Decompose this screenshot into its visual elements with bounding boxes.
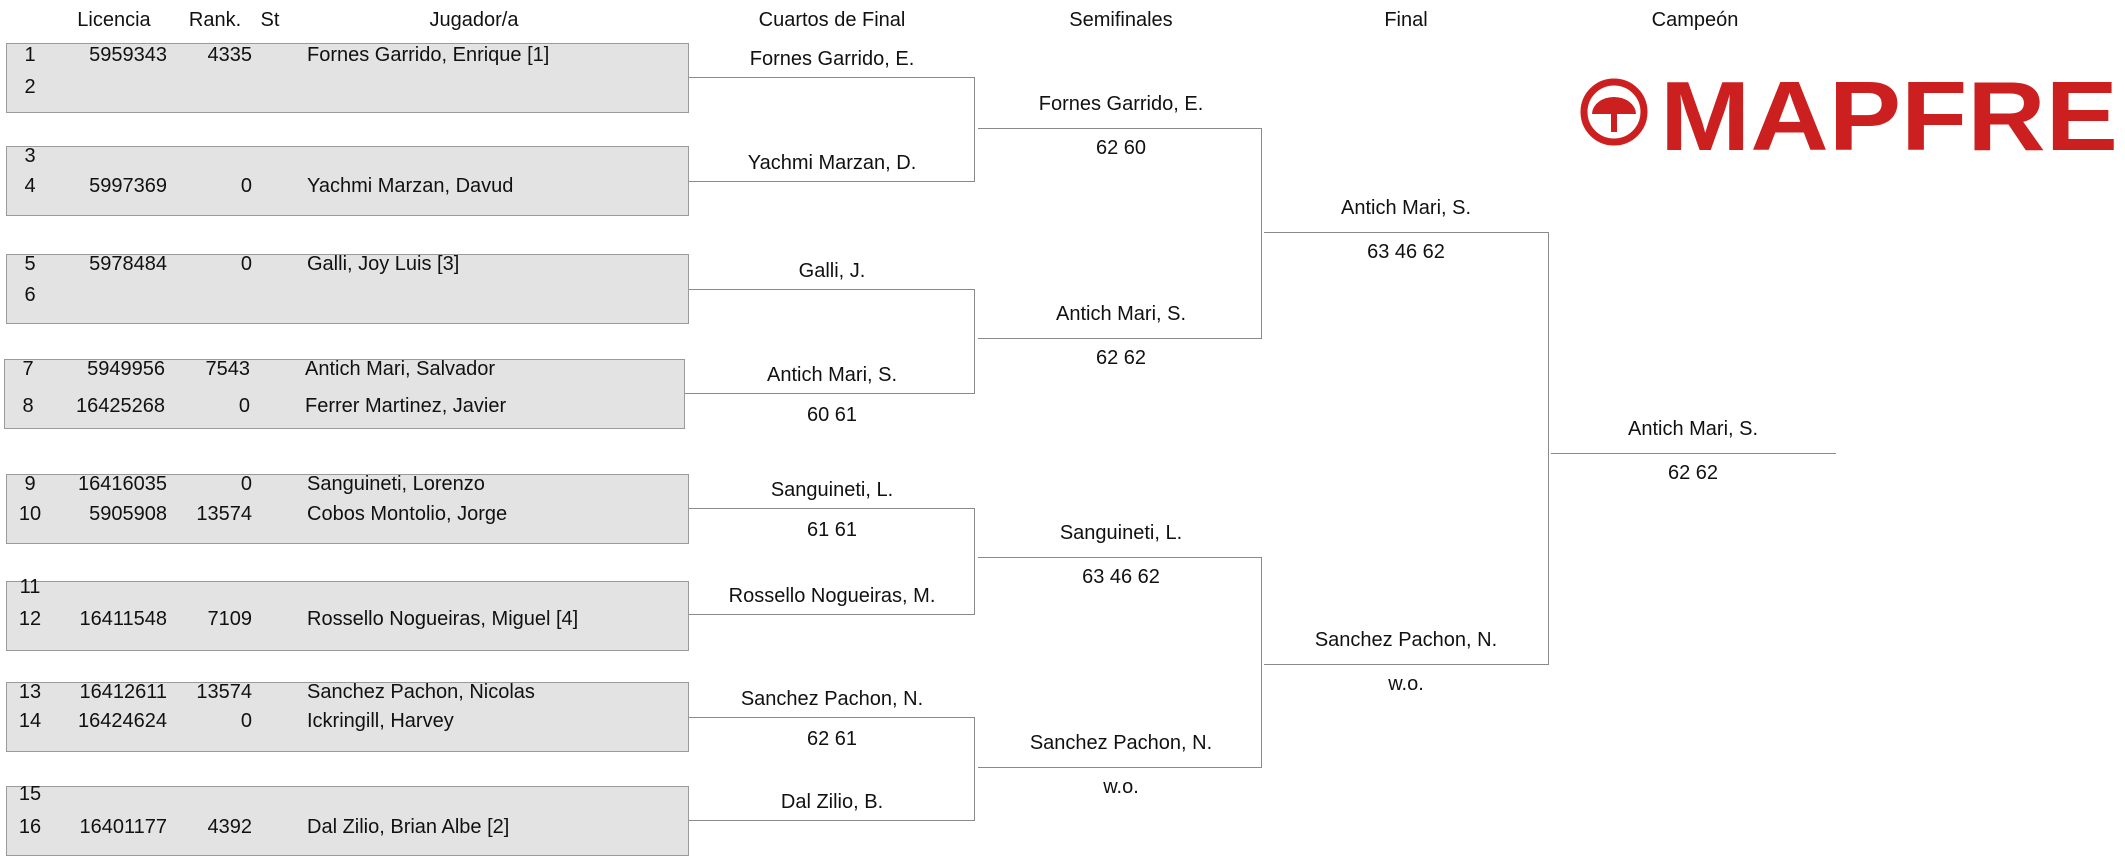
- bracket-line: [974, 508, 975, 614]
- bracket-line: [974, 77, 975, 181]
- player-rank: 0: [238, 395, 250, 417]
- player-name: Ickringill, Harvey: [307, 710, 454, 732]
- header-licencia: Licencia: [77, 9, 151, 31]
- final-winner: Antich Mari, S.: [1340, 197, 1472, 219]
- player-rank: 13574: [196, 503, 252, 525]
- player-number: 13: [18, 681, 42, 703]
- bracket-line: [1548, 232, 1549, 664]
- semifinal-score: 62 62: [1095, 347, 1147, 369]
- player-number: 7: [22, 358, 34, 380]
- player-rank: 0: [240, 473, 252, 495]
- player-number: 2: [24, 76, 36, 98]
- mapfre-logo: [1578, 62, 2123, 162]
- semifinal-winner: Antich Mari, S.: [1055, 303, 1187, 325]
- player-number: 12: [18, 608, 42, 630]
- player-number: 8: [22, 395, 34, 417]
- match-box: [6, 682, 689, 752]
- player-licencia: 5997369: [89, 175, 167, 197]
- match-box: [6, 783, 689, 856]
- player-rank: 7543: [205, 358, 250, 380]
- bracket-line: [1261, 557, 1262, 767]
- player-name: Antich Mari, Salvador: [305, 358, 496, 380]
- player-licencia: 5905908: [89, 503, 167, 525]
- bracket-line: [689, 289, 975, 290]
- player-rank: 7109: [207, 608, 252, 630]
- header-jugador: Jugador/a: [429, 9, 519, 31]
- player-name: Yachmi Marzan, Davud: [307, 175, 514, 197]
- semifinal-winner: Fornes Garrido, E.: [1038, 93, 1204, 115]
- bracket-line: [689, 717, 975, 718]
- quarterfinal-winner: Rossello Nogueiras, M.: [728, 585, 936, 607]
- player-name: Fornes Garrido, Enrique [1]: [307, 44, 550, 66]
- match-box: [6, 146, 689, 216]
- player-licencia: 5949956: [87, 358, 165, 380]
- player-licencia: 16412611: [79, 681, 167, 703]
- quarterfinal-score: 60 61: [806, 404, 858, 426]
- match-box: [6, 43, 689, 113]
- semifinal-score: 63 46 62: [1082, 566, 1160, 588]
- bracket-line: [689, 181, 975, 182]
- player-number: 11: [19, 576, 41, 598]
- header-campeon: Campeón: [1651, 9, 1739, 31]
- bracket-line: [685, 393, 975, 394]
- player-number: 4: [24, 175, 36, 197]
- quarterfinal-winner: Sanguineti, L.: [770, 479, 894, 501]
- player-licencia: 16424624: [78, 710, 167, 732]
- player-number: 16: [18, 816, 42, 838]
- player-name: Ferrer Martinez, Javier: [305, 395, 507, 417]
- bracket-line: [1551, 453, 1836, 454]
- quarterfinal-winner: Fornes Garrido, E.: [749, 48, 915, 70]
- player-name: Sanchez Pachon, Nicolas: [307, 681, 535, 703]
- quarterfinal-winner: Dal Zilio, B.: [780, 791, 884, 813]
- header-cuartos: Cuartos de Final: [758, 9, 906, 31]
- final-score: 63 46 62: [1367, 241, 1445, 263]
- player-licencia: 16401177: [79, 816, 167, 838]
- champion-name: Antich Mari, S.: [1627, 418, 1759, 440]
- bracket-line: [978, 767, 1262, 768]
- match-box: [4, 359, 685, 429]
- match-box: [6, 254, 689, 324]
- player-number: 14: [18, 710, 42, 732]
- player-rank: 0: [240, 710, 252, 732]
- player-number: 1: [24, 44, 36, 66]
- logo-text: MAPFRE: [1660, 62, 2118, 162]
- semifinal-score: w.o.: [1103, 776, 1139, 798]
- player-name: Cobos Montolio, Jorge: [307, 503, 508, 525]
- bracket-line: [978, 557, 1262, 558]
- player-name: Rossello Nogueiras, Miguel [4]: [307, 608, 579, 630]
- bracket-line: [978, 338, 1262, 339]
- bracket-line: [974, 289, 975, 393]
- semifinal-score: 62 60: [1095, 137, 1147, 159]
- header-semifinales: Semifinales: [1069, 9, 1173, 31]
- bracket-line: [689, 508, 975, 509]
- semifinal-winner: Sanguineti, L.: [1059, 522, 1183, 544]
- player-licencia: 16411548: [79, 608, 167, 630]
- player-rank: 4392: [207, 816, 252, 838]
- header-final: Final: [1384, 9, 1428, 31]
- player-rank: 0: [240, 253, 252, 275]
- bracket-line: [1264, 664, 1549, 665]
- final-score: w.o.: [1388, 673, 1424, 695]
- player-number: 10: [18, 503, 42, 525]
- bracket-line: [1264, 232, 1549, 233]
- bracket-line: [1261, 128, 1262, 338]
- player-number: 3: [24, 145, 36, 167]
- player-licencia: 16416035: [78, 473, 167, 495]
- player-name: Sanguineti, Lorenzo: [307, 473, 485, 495]
- player-rank: 0: [240, 175, 252, 197]
- player-rank: 4335: [207, 44, 252, 66]
- bracket-line: [689, 820, 975, 821]
- player-name: Galli, Joy Luis [3]: [307, 253, 460, 275]
- semifinal-winner: Sanchez Pachon, N.: [1029, 732, 1213, 754]
- player-licencia: 16425268: [76, 395, 165, 417]
- player-number: 6: [24, 284, 36, 306]
- bracket-line: [689, 77, 975, 78]
- player-licencia: 5978484: [89, 253, 167, 275]
- header-st: St: [260, 9, 280, 31]
- bracket-line: [978, 128, 1262, 129]
- player-number: 15: [18, 783, 42, 805]
- champion-score: 62 62: [1667, 462, 1719, 484]
- player-licencia: 5959343: [89, 44, 167, 66]
- player-number: 5: [24, 253, 36, 275]
- player-rank: 13574: [196, 681, 252, 703]
- player-name: Dal Zilio, Brian Albe [2]: [307, 816, 510, 838]
- match-box: [6, 576, 689, 651]
- quarterfinal-winner: Galli, J.: [798, 260, 866, 282]
- quarterfinal-score: 62 61: [806, 728, 858, 750]
- quarterfinal-winner: Yachmi Marzan, D.: [747, 152, 917, 174]
- quarterfinal-winner: Antich Mari, S.: [766, 364, 898, 386]
- player-number: 9: [24, 473, 36, 495]
- quarterfinal-winner: Sanchez Pachon, N.: [740, 688, 924, 710]
- match-box: [6, 474, 689, 544]
- bracket-line: [689, 614, 975, 615]
- bracket-line: [974, 717, 975, 820]
- final-winner: Sanchez Pachon, N.: [1314, 629, 1498, 651]
- header-rank: Rank.: [188, 9, 242, 31]
- quarterfinal-score: 61 61: [806, 519, 858, 541]
